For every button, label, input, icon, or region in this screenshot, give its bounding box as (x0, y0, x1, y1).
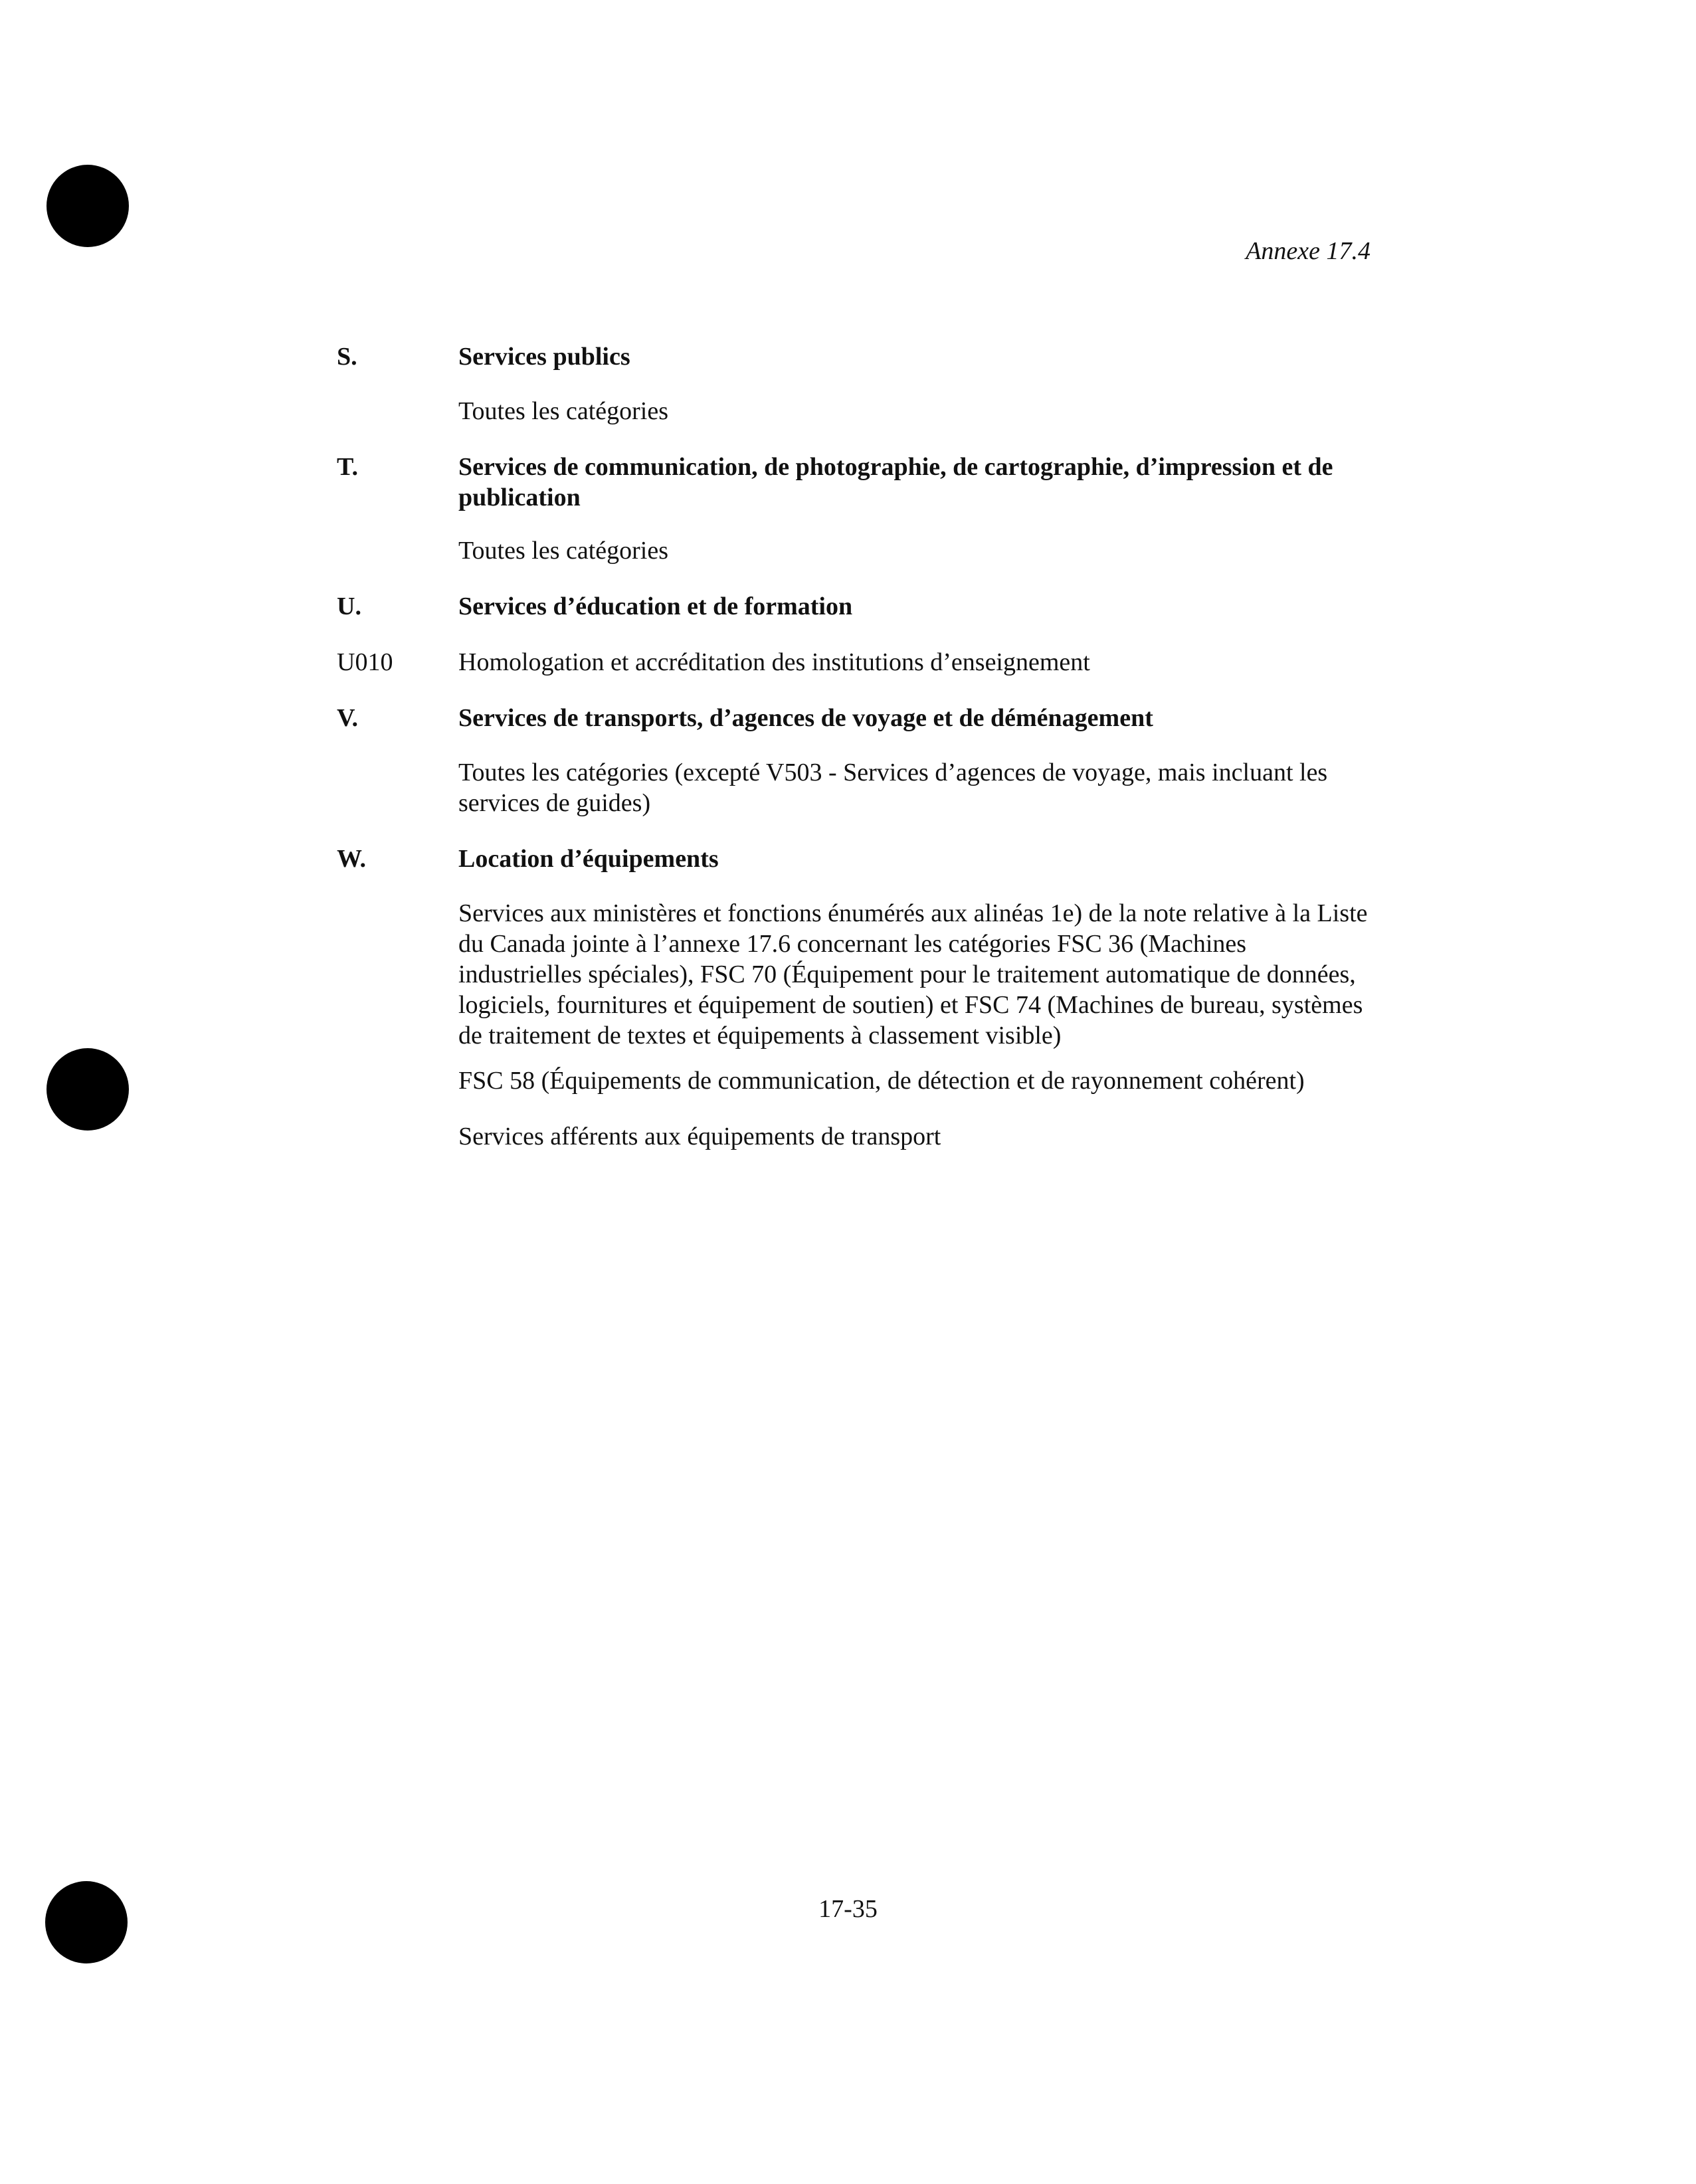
section-v-entry (337, 757, 1373, 818)
section-w-entry (337, 1065, 1373, 1096)
section-s-heading-row (337, 341, 1373, 372)
binder-hole-top (47, 165, 129, 247)
entry-text: FSC 58 (Équipements de communication, de détection et de rayonnement cohérent) (458, 1067, 1305, 1095)
section-heading: Location d’équipements (458, 845, 719, 873)
section-code: U. (337, 592, 361, 620)
section-u-entry (337, 647, 1373, 678)
entry-text: Services aux ministères et fonctions énumérés aux alinéas 1e) de la note relative à la Liste du Canada jointe à l’annexe 17.6 concernant les catégories FSC 36 (Machines industrielles spéciales), FSC 70 (Équipement pour le traitement automatique de données, logiciels, fournitures et équipement de soutien) et FSC 74 (Machines de bureau, systèmes de traitement de textes et équipements à classement visible) (458, 899, 1368, 1049)
section-heading: Services publics (458, 343, 630, 371)
section-heading: Services d’éducation et de formation (458, 592, 853, 620)
section-code: W. (337, 845, 367, 873)
section-w-heading-row (337, 844, 1373, 874)
section-w-entry (337, 1121, 1373, 1152)
entry-text: Toutes les catégories (458, 537, 669, 565)
annex-content (337, 341, 1373, 1152)
entry-text: Homologation et accréditation des institutions d’enseignement (458, 648, 1090, 676)
entry-text: Services afférents aux équipements de transport (458, 1123, 941, 1150)
entry-text: Toutes les catégories (458, 397, 669, 425)
section-heading: Services de transports, d’agences de voyage et de déménagement (458, 704, 1153, 732)
section-code: V. (337, 704, 359, 732)
section-heading: Services de communication, de photographie, de cartographie, d’impression et de publication (458, 453, 1333, 511)
section-code: T. (337, 453, 359, 481)
section-v-heading-row (337, 703, 1373, 733)
annex-label: Annexe 17.4 (1246, 237, 1370, 265)
entry-code: U010 (337, 648, 393, 676)
section-t-entry (337, 535, 1373, 566)
section-code: S. (337, 343, 357, 371)
section-s-entry (337, 396, 1373, 426)
section-w-entry (337, 898, 1373, 1051)
entry-text: Toutes les catégories (excepté V503 - Services d’agences de voyage, mais incluant les services de guides) (458, 759, 1328, 817)
binder-hole-middle (47, 1048, 129, 1131)
section-t-heading-row (337, 452, 1373, 513)
page-number: 17-35 (818, 1895, 878, 1923)
section-u-heading-row (337, 591, 1373, 622)
